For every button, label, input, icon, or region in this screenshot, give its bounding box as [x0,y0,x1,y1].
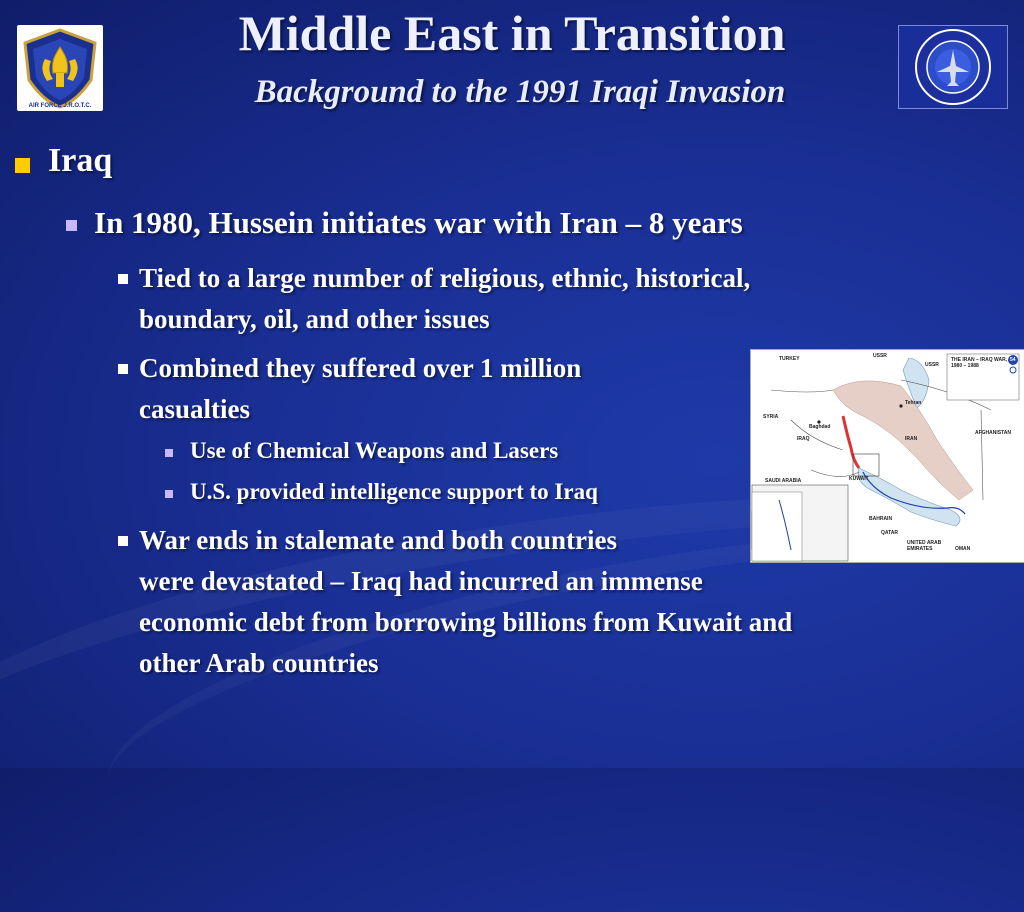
map-label-syria: SYRIA [763,414,779,420]
sub-bullet: U.S. provided intelligence support to Iraq [190,479,598,504]
slide-subtitle: Background to the 1991 Iraqi Invasion [254,74,786,110]
map-label-bahrain: BAHRAIN [869,516,893,522]
sub-bullet: Use of Chemical Weapons and Lasers [190,438,559,463]
map-label-qatar: QATAR [881,530,899,536]
map-label-tehran: Tehran [905,400,922,406]
bullet-square-icon [66,220,77,231]
bullet-item-line: Combined they suffered over 1 million [139,353,582,383]
map-label-ussr: USSR [925,362,939,368]
bullet-level1: Iraq [48,142,113,179]
map-label-uae: UNITED ARAB EMIRATES [907,540,942,552]
map-label-iran: IRAN [905,436,918,442]
map-label-turkey: TURKEY [779,356,800,362]
bullet-square-icon [165,490,173,498]
bullet-level2: In 1980, Hussein initiates war with Iran – 8 years [94,205,743,240]
map-label-ussr: USSR [873,353,887,359]
bullet-item-line: Tied to a large number of religious, ethnic, historical, [139,263,751,293]
bullet-item-line: boundary, oil, and other issues [139,304,490,334]
bullet-square-icon [118,364,128,374]
bullet-item-line: economic debt from borrowing billions from Kuwait and [139,607,793,637]
map-page-number: 54 [1010,357,1016,363]
bullet-square-icon [15,158,30,173]
map-label-iraq: IRAQ [797,436,810,442]
bullet-item-line: other Arab countries [139,648,379,678]
bullet-item-line: were devastated – Iraq had incurred an immense [139,566,703,596]
map-label-kuwait: KUWAIT [849,476,869,482]
bullet-square-icon [118,536,128,546]
bullet-square-icon [118,274,128,284]
bullet-item-line: War ends in stalemate and both countries [139,525,618,555]
map-title: THE IRAN – IRAQ WAR, 1980 – 1988 [951,357,1008,369]
iran-iraq-war-map [750,349,1024,563]
map-label-saudi-arabia: SAUDI ARABIA [765,478,802,484]
emblem-caption: AIR FORCE J.R.O.T.C. [28,103,92,109]
bullet-item-line: casualties [139,394,250,424]
map-label-baghdad: Baghdad [809,424,831,430]
slide-title: Middle East in Transition [238,5,786,61]
bullet-square-icon [165,449,173,457]
map-label-afghanistan: AFGHANISTAN [975,430,1012,436]
map-label-oman: OMAN [955,546,971,552]
